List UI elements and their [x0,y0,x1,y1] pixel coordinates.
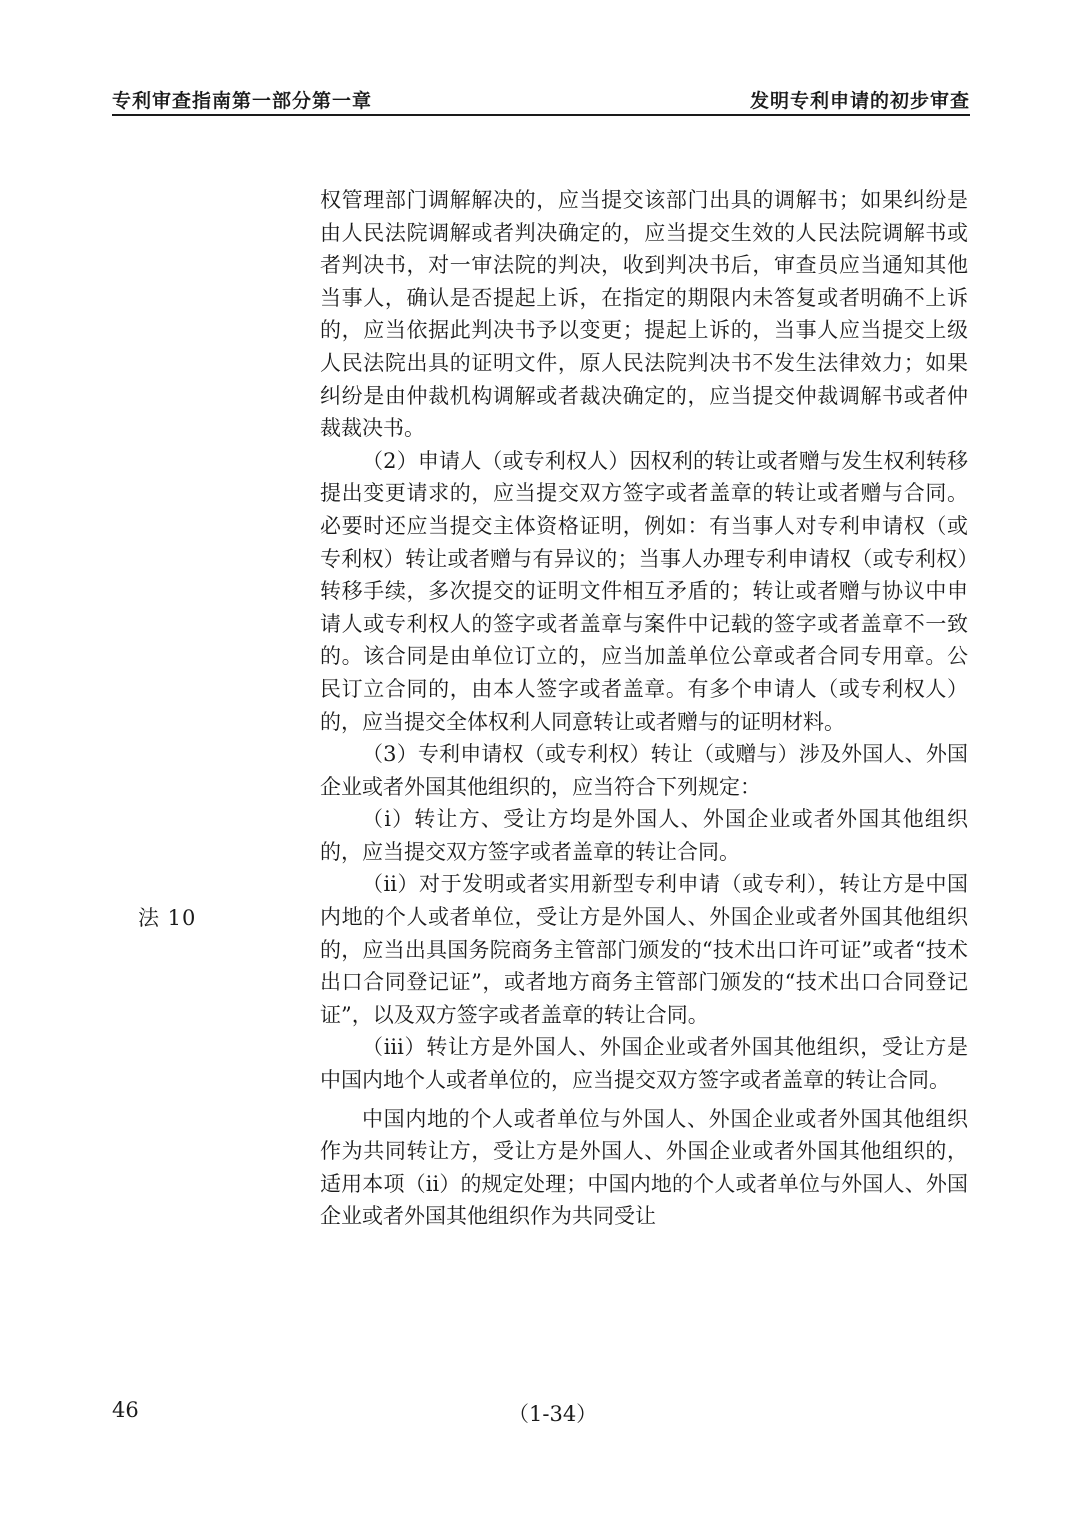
paragraph-item-2: （2）申请人（或专利权人）因权利的转让或者赠与发生权利转移提出变更请求的，应当提交双方签字或者盖章的转让或者赠与合同。必要时还应当提交主体资格证明，例如：有当事人对专利申请权（或专利权）转让或者赠与有异议的；当事人办理专利申请权（或专利权）转移手续，多次提交的证明文件相互矛盾的；转让或者赠与协议中申请人或专利权人的签字或者盖章与案件中记载的签字或者盖章不一致的。该合同是由单位订立的，应当加盖单位公章或者合同专用章。公民订立合同的，由本人签字或者盖章。有多个申请人（或专利权人）的，应当提交全体权利人同意转让或者赠与的证明材料。 [320,448,968,734]
paragraph-sub-ii: （ii）对于发明或者实用新型专利申请（或专利），转让方是中国内地的个人或者单位，受让方是外国人、外国企业或者外国其他组织的，应当出具国务院商务主管部门颁发的“技术出口许可证”或者“技术出口合同登记证”，或者地方商务主管部门颁发的“技术出口合同登记证”，以及双方签字或者盖章的转让合同。 [320,872,968,1027]
paragraph-sub-i: （i）转让方、受让方均是外国人、外国企业或者外国其他组织的，应当提交双方签字或者盖章的转让合同。 [320,807,968,864]
paragraph-joint-transfer: 中国内地的个人或者单位与外国人、外国企业或者外国其他组织作为共同转让方，受让方是外国人、外国企业或者外国其他组织的，适用本项（ii）的规定处理；中国内地的个人或者单位与外国人、外国企业或者外国其他组织作为共同受让 [320,1106,968,1229]
paragraph-sub-iii: （iii）转让方是外国人、外国企业或者外国其他组织，受让方是中国内地个人或者单位的，应当提交双方签字或者盖章的转让合同。 [320,1035,968,1093]
paragraph-continuation: 权管理部门调解解决的，应当提交该部门出具的调解书；如果纠纷是由人民法院调解或者判决确定的，应当提交生效的人民法院调解书或者判决书，对一审法院的判决，收到判决书后，审查员应当通知其他当事人，确认是否提起上诉，在指定的期限内未答复或者明确不上诉的，应当依据此判决书予以变更；提起上诉的，当事人应当提交上级人民法院出具的证明文件，原人民法院判决书不发生法律效力；如果纠纷是由仲裁机构调解或者裁决确定的，应当提交仲裁调解书或者仲裁裁决书。 [320,188,968,441]
body-text [320,184,968,1233]
header-rule [112,114,970,116]
header-section-title: 发明专利申请的初步审查 [749,90,970,112]
running-header [112,86,970,116]
header-chapter-title: 专利审查指南第一部分第一章 [112,90,373,112]
section-page-code: （1-34） [508,1402,598,1426]
page-number: 46 [112,1398,139,1422]
paragraph-item-3: （3）专利申请权（或专利权）转让（或赠与）涉及外国人、外国企业或者外国其他组织的，应当符合下列规定： [320,742,968,799]
margin-law-reference: 法 10 [138,906,197,930]
